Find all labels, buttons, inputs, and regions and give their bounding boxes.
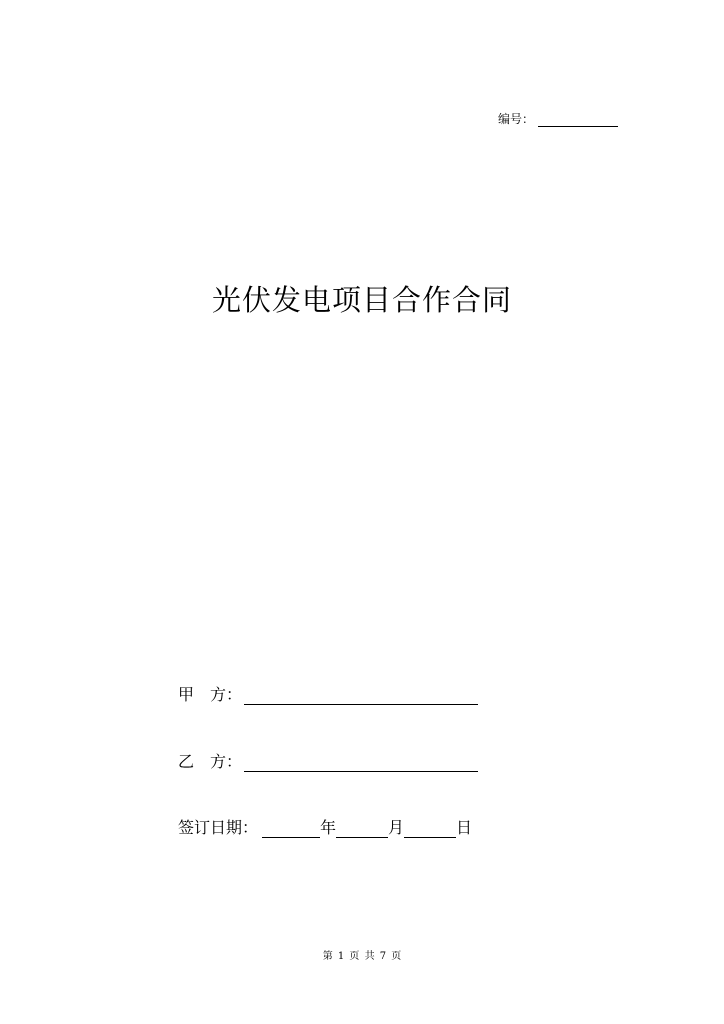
month-blank (336, 821, 388, 838)
party-a-field (178, 682, 478, 705)
sign-date-field (178, 815, 472, 838)
party-a-blank (244, 688, 478, 705)
day-blank (404, 821, 456, 838)
party-b-label: 乙 方： (178, 752, 243, 771)
party-a-label: 甲 方： (178, 685, 243, 704)
month-label: 月 (388, 818, 405, 837)
contract-number-label: 编号： (498, 112, 535, 126)
year-blank (262, 821, 320, 838)
party-b-blank (244, 755, 478, 772)
contract-number-blank (538, 114, 618, 127)
day-label: 日 (456, 818, 473, 837)
contract-number (498, 110, 618, 127)
party-b-field (178, 749, 478, 772)
page-footer: 第 1 页 共 7 页 (322, 951, 402, 962)
document-title: 光伏发电项目合作合同 (211, 283, 512, 317)
year-label: 年 (320, 818, 337, 837)
sign-date-label: 签订日期： (178, 818, 259, 837)
